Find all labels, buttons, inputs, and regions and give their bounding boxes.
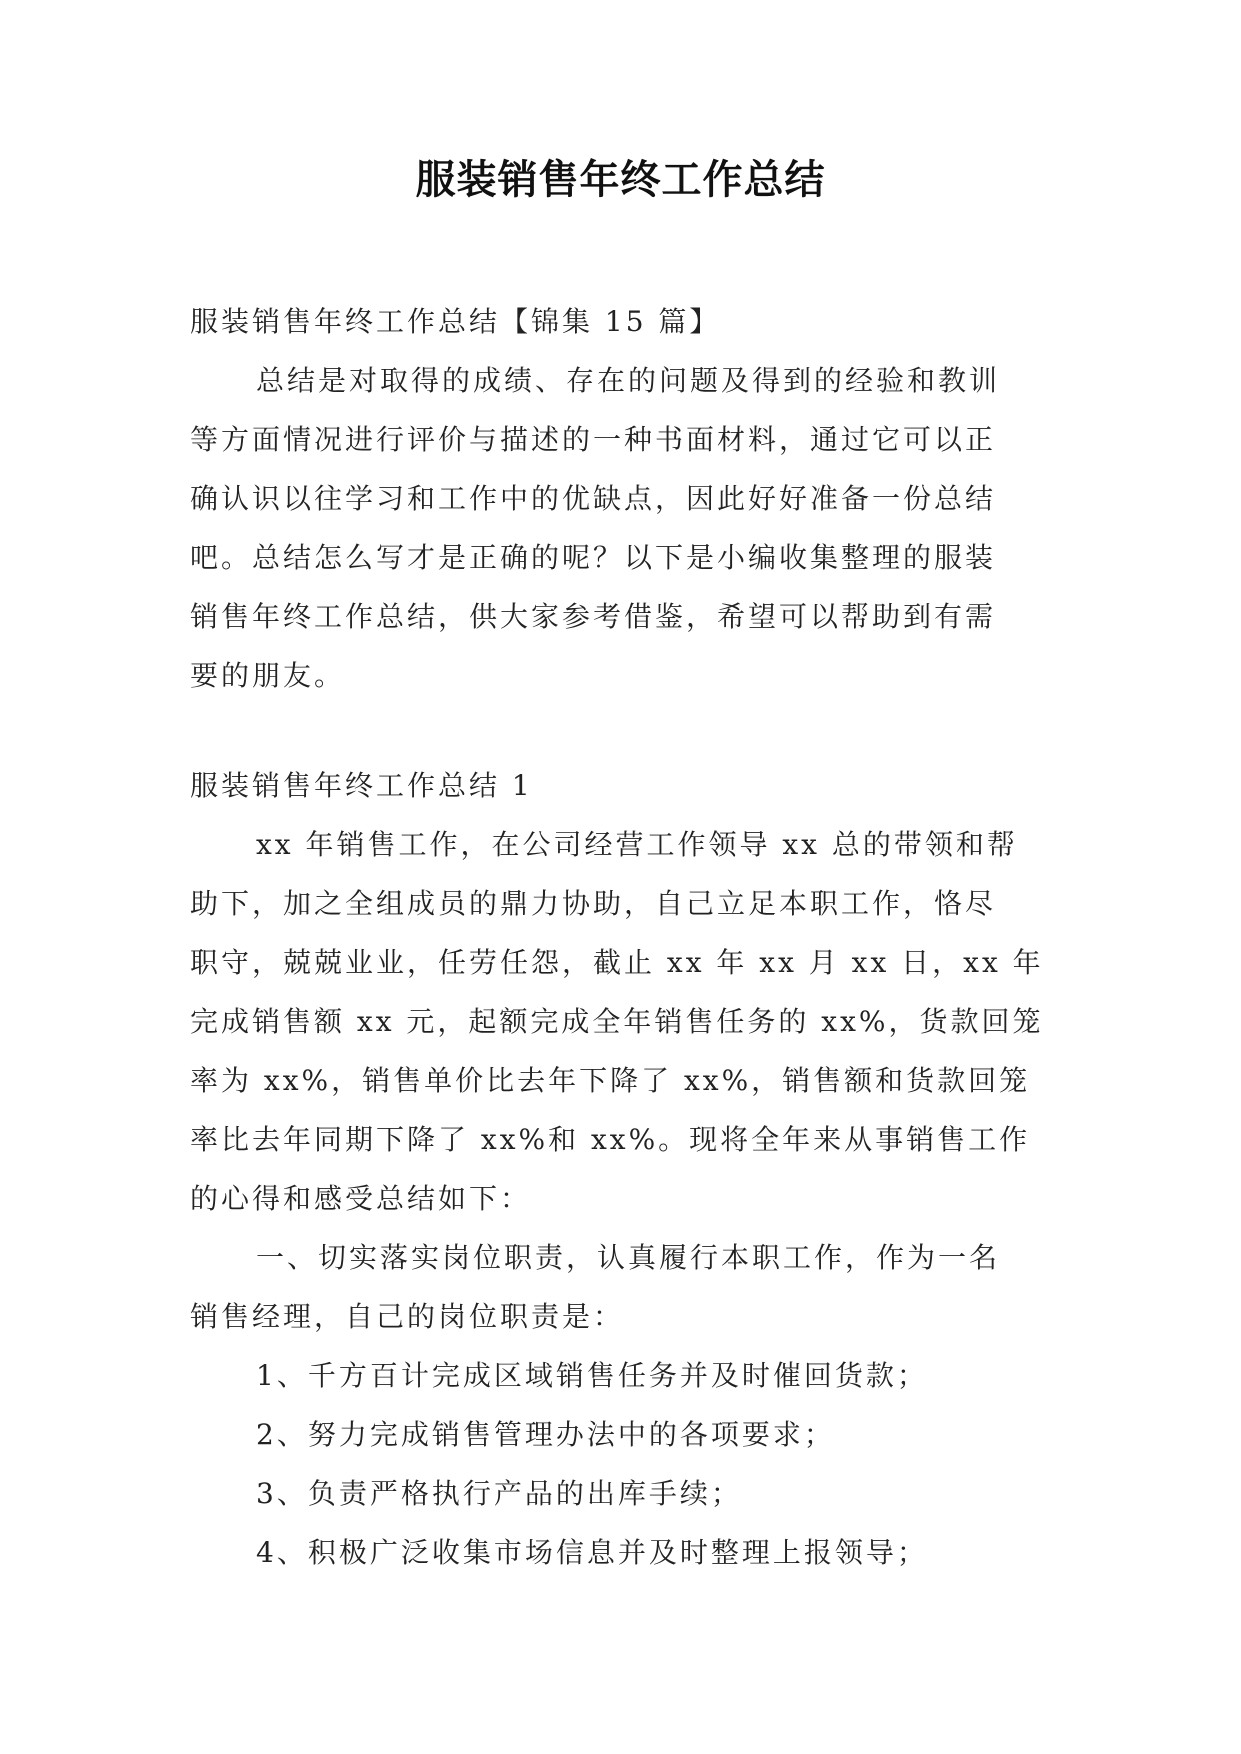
section-paragraph-line: 率为 xx%，销售单价比去年下降了 xx%，销售额和货款回笼 bbox=[190, 1064, 1031, 1097]
intro-paragraph-line: 要的朋友。 bbox=[190, 659, 346, 692]
duty-paragraph-line: 销售经理，自己的岗位职责是： bbox=[190, 1300, 625, 1333]
intro-paragraph-line: 总结是对取得的成绩、存在的问题及得到的经验和教训 bbox=[256, 364, 1001, 397]
section-paragraph-line: 的心得和感受总结如下： bbox=[190, 1182, 532, 1215]
duty-list-item: 1、千方百计完成区域销售任务并及时催回货款； bbox=[256, 1359, 928, 1392]
section-paragraph-line: 完成销售额 xx 元，起额完成全年销售任务的 xx%，货款回笼 bbox=[190, 1005, 1044, 1038]
intro-paragraph-line: 等方面情况进行评价与描述的一种书面材料，通过它可以正 bbox=[190, 423, 997, 456]
section-paragraph-line: xx 年销售工作，在公司经营工作领导 xx 总的带领和帮 bbox=[256, 828, 1018, 861]
section-gap bbox=[190, 705, 1060, 756]
section-paragraph-line: 职守，兢兢业业，任劳任怨，截止 xx 年 xx 月 xx 日，xx 年 bbox=[190, 946, 1044, 979]
document-title: 服装销售年终工作总结 bbox=[415, 157, 826, 203]
section-paragraph-line: 助下，加之全组成员的鼎力协助，自己立足本职工作，恪尽 bbox=[190, 887, 997, 920]
section-heading: 服装销售年终工作总结 1 bbox=[190, 769, 533, 802]
duty-list-item: 2、努力完成销售管理办法中的各项要求； bbox=[256, 1418, 835, 1451]
duty-paragraph-line: 一、切实落实岗位职责，认真履行本职工作，作为一名 bbox=[256, 1241, 1001, 1274]
section-paragraph-line: 率比去年同期下降了 xx%和 xx%。现将全年来从事销售工作 bbox=[190, 1123, 1031, 1156]
intro-paragraph-line: 销售年终工作总结，供大家参考借鉴，希望可以帮助到有需 bbox=[190, 600, 997, 633]
intro-paragraph-line: 吧。总结怎么写才是正确的呢？以下是小编收集整理的服装 bbox=[190, 541, 997, 574]
duty-list-item: 4、积极广泛收集市场信息并及时整理上报领导； bbox=[256, 1536, 928, 1569]
duty-list-item: 3、负责严格执行产品的出库手续； bbox=[256, 1477, 742, 1510]
document-subtitle: 服装销售年终工作总结【锦集 15 篇】 bbox=[190, 305, 721, 338]
intro-paragraph-line: 确认识以往学习和工作中的优缺点，因此好好准备一份总结 bbox=[190, 482, 997, 515]
document-body bbox=[190, 292, 1060, 1582]
